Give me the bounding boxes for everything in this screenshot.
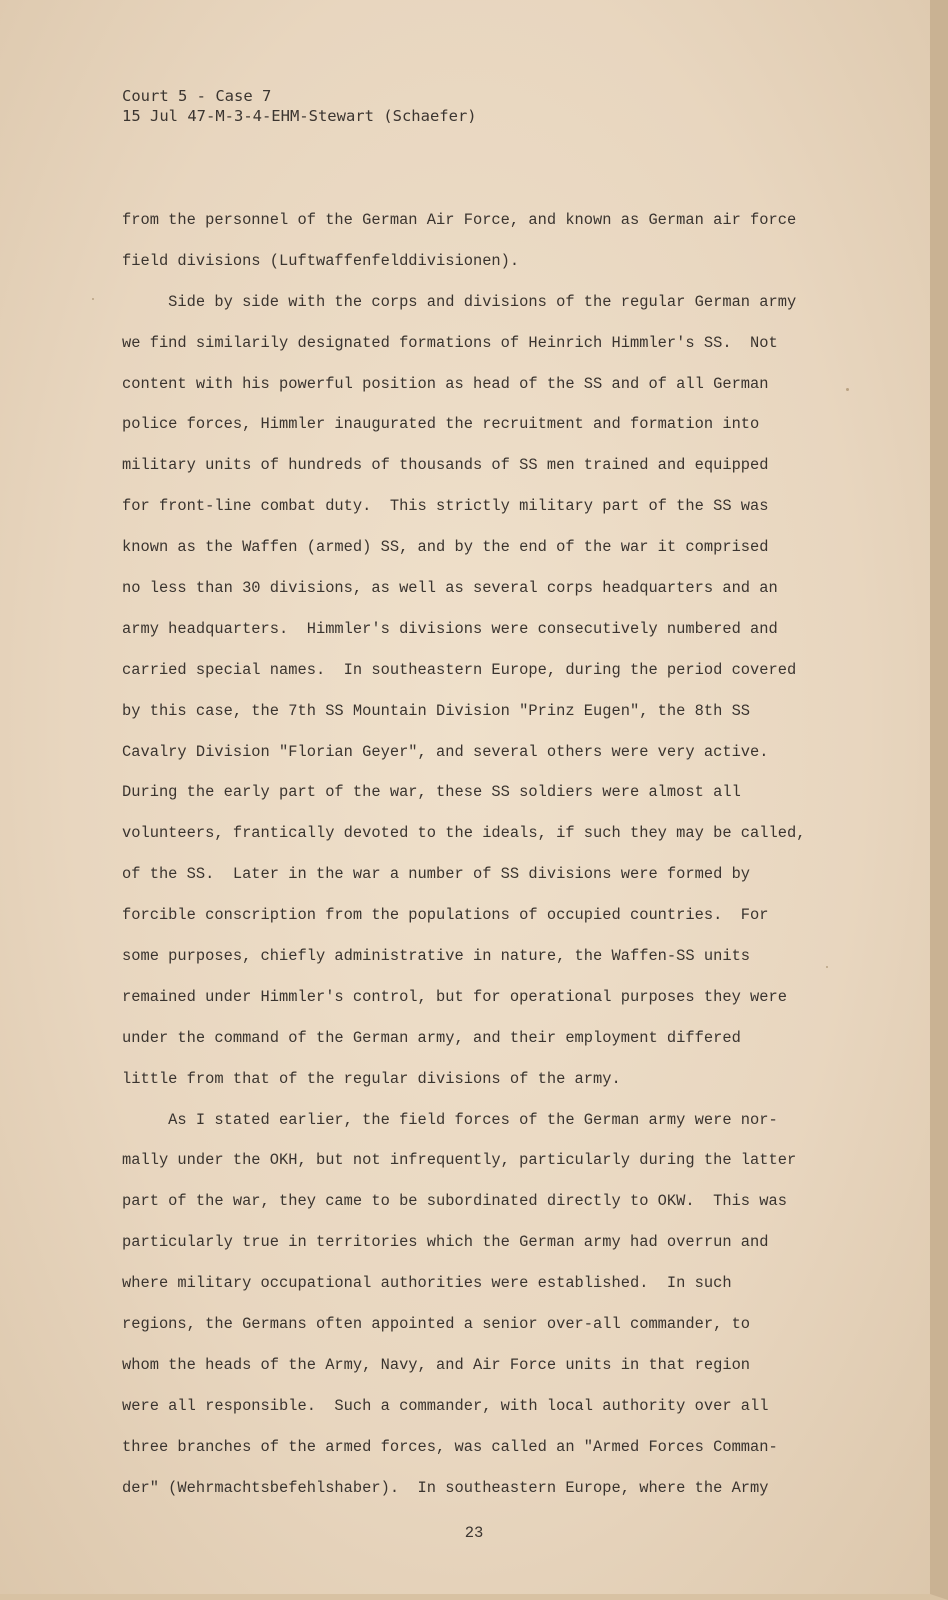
paper-speck	[826, 966, 828, 968]
body-line: regions, the Germans often appointed a senior over-all commander, to	[122, 1315, 751, 1334]
body-line: were all responsible. Such a commander, with local authority over all	[122, 1396, 769, 1415]
body-line: three branches of the armed forces, was called an "Armed Forces Comman-	[122, 1437, 778, 1456]
body-line: mally under the OKH, but not infrequently, particularly during the latter	[122, 1151, 797, 1170]
court-case-line: Court 5 - Case 7	[122, 87, 272, 105]
body-line: army headquarters. Himmler's divisions were consecutively numbered and	[122, 619, 778, 638]
body-line: Cavalry Division "Florian Geyer", and several others were very active.	[122, 742, 769, 761]
body-line: carried special names. In southeastern Europe, during the period covered	[122, 660, 797, 679]
body-line: police forces, Himmler inaugurated the recruitment and formation into	[122, 415, 760, 434]
body-line: of the SS. Later in the war a number of SS divisions were formed by	[122, 865, 751, 884]
body-line: field divisions (Luftwaffenfelddivisionen).	[122, 251, 520, 270]
body-line: we find similarily designated formations of Heinrich Himmler's SS. Not	[122, 333, 778, 352]
body-line: where military occupational authorities were established. In such	[122, 1274, 732, 1293]
body-line: from the personnel of the German Air Force, and known as German air force	[122, 211, 797, 229]
body-line: some purposes, chiefly administrative in nature, the Waffen-SS units	[122, 947, 751, 966]
body-line: under the command of the German army, and their employment differed	[122, 1028, 741, 1047]
body-line: As I stated earlier, the field forces of the German army were nor-	[122, 1110, 778, 1129]
document-header	[122, 86, 477, 126]
paper-speck	[846, 388, 849, 391]
body-line: forcible conscription from the populations of occupied countries. For	[122, 906, 769, 925]
body-line: volunteers, frantically devoted to the ideals, if such they may be called,	[122, 824, 806, 843]
paper-speck	[92, 298, 94, 300]
body-line: for front-line combat duty. This strictly military part of the SS was	[122, 497, 769, 516]
body-line: whom the heads of the Army, Navy, and Air Force units in that region	[122, 1355, 751, 1374]
body-line: content with his powerful position as head of the SS and of all German	[122, 374, 769, 393]
body-line: particularly true in territories which the German army had overrun and	[122, 1233, 769, 1252]
body-line: no less than 30 divisions, as well as several corps headquarters and an	[122, 579, 778, 598]
body-line: known as the Waffen (armed) SS, and by the end of the war it comprised	[122, 538, 769, 557]
session-line: 15 Jul 47-M-3-4-EHM-Stewart (Schaefer)	[122, 107, 477, 125]
body-text	[122, 200, 892, 1509]
body-line: little from that of the regular divisions of the army.	[122, 1069, 621, 1088]
body-line: During the early part of the war, these SS soldiers were almost all	[122, 783, 741, 802]
body-line: military units of hundreds of thousands of SS men trained and equipped	[122, 456, 769, 475]
body-line: remained under Himmler's control, but for operational purposes they were	[122, 987, 787, 1006]
body-line: by this case, the 7th SS Mountain Division "Prinz Eugen", the 8th SS	[122, 701, 751, 720]
body-line: part of the war, they came to be subordinated directly to OKW. This was	[122, 1192, 787, 1211]
page-number: 23	[464, 1524, 484, 1542]
body-line: Side by side with the corps and divisions of the regular German army	[122, 292, 797, 311]
body-line: der" (Wehrmachtsbefehlshaber). In southeastern Europe, where the Army	[122, 1478, 769, 1497]
